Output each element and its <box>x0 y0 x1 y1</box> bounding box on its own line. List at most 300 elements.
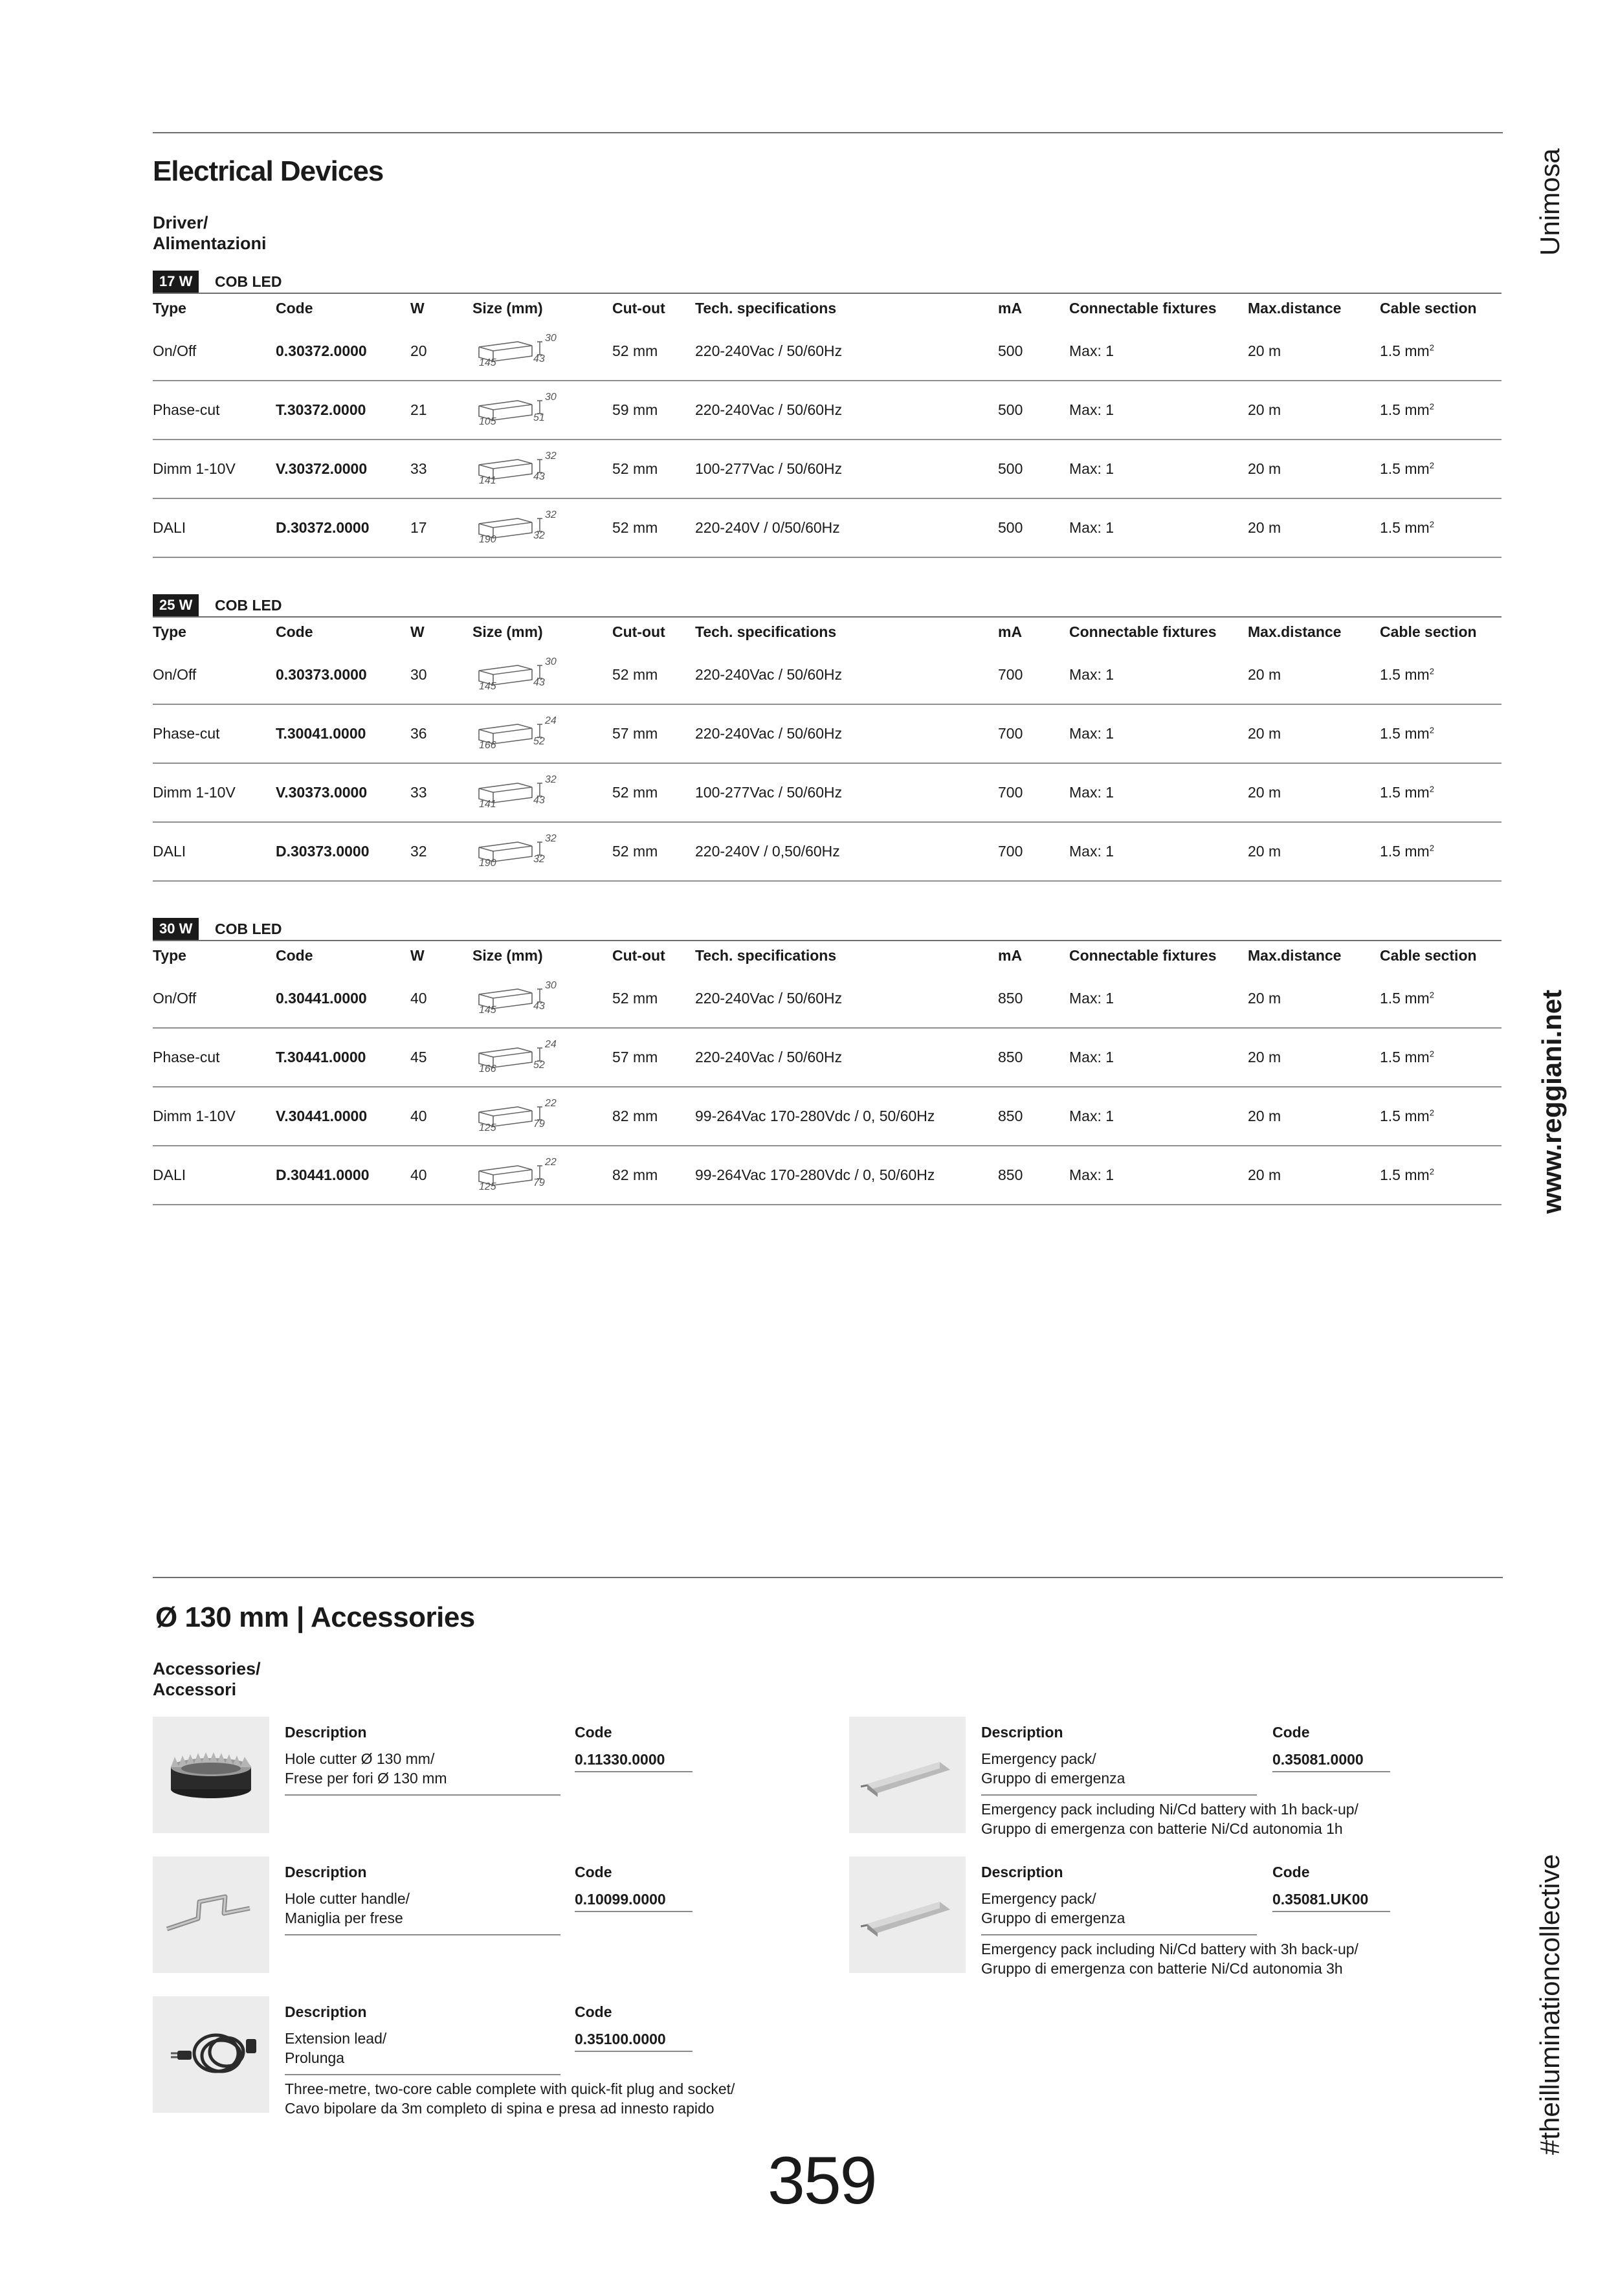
cable-value: 1.5 mm <box>1380 401 1430 418</box>
source-label: COB LED <box>215 920 282 937</box>
col-header-cutout: Cut-out <box>612 617 695 646</box>
accessories-subtitle-line1: Accessories/ <box>153 1659 261 1678</box>
table-row <box>153 440 1502 498</box>
cell-type: Phase-cut <box>153 704 276 763</box>
cell-cutout: 52 mm <box>612 440 695 498</box>
acc0-desc-underline <box>285 1794 560 1796</box>
cell-size <box>472 381 612 440</box>
cell-code: D.30372.0000 <box>276 498 410 557</box>
power-badge: 25 W <box>153 594 199 616</box>
cell-maxdist: 20 m <box>1248 970 1380 1028</box>
acc2-desc <box>285 2029 386 2068</box>
cell-fixtures: Max: 1 <box>1069 322 1248 381</box>
cell-tech: 220-240V / 0/50/60Hz <box>695 498 998 557</box>
cable-value: 1.5 mm <box>1380 1166 1430 1183</box>
col-header-tech: Tech. specifications <box>695 293 998 322</box>
acc0-desc-header: Description <box>285 1724 367 1741</box>
acc3-code-header: Code <box>1272 1724 1310 1741</box>
side-website[interactable]: www.reggiani.net <box>1536 989 1567 1214</box>
source-label: COB LED <box>215 273 282 290</box>
cell-tech: 99-264Vac 170-280Vdc / 0, 50/60Hz <box>695 1087 998 1146</box>
cell-size <box>472 763 612 822</box>
cable-value: 1.5 mm <box>1380 843 1430 860</box>
section-badge-row <box>153 918 1502 940</box>
cell-watt: 21 <box>410 381 472 440</box>
table-header-row <box>153 293 1502 322</box>
table-header-row <box>153 617 1502 646</box>
cell-maxdist: 20 m <box>1248 822 1380 881</box>
size-height: 30 <box>545 656 557 667</box>
cell-code: 0.30372.0000 <box>276 322 410 381</box>
size-length: 166 <box>479 739 496 751</box>
cell-tech: 220-240Vac / 50/60Hz <box>695 704 998 763</box>
cell-cutout: 82 mm <box>612 1087 695 1146</box>
cell-size <box>472 970 612 1028</box>
size-width: 43 <box>533 471 545 482</box>
driver-section-17w <box>153 271 1502 558</box>
size-height: 22 <box>545 1156 557 1168</box>
cable-unit-sup: 2 <box>1429 342 1434 353</box>
power-badge: 30 W <box>153 918 199 940</box>
cell-ma: 500 <box>998 322 1069 381</box>
cell-ma: 700 <box>998 704 1069 763</box>
acc2-desc-line2: Prolunga <box>285 2049 345 2066</box>
cell-code: T.30372.0000 <box>276 381 410 440</box>
acc3-note <box>981 1800 1358 1838</box>
size-length: 141 <box>479 474 496 486</box>
cell-size <box>472 498 612 557</box>
cell-fixtures: Max: 1 <box>1069 1087 1248 1146</box>
cell-watt: 20 <box>410 322 472 381</box>
cell-cable <box>1380 440 1502 498</box>
section-badge-row <box>153 594 1502 616</box>
size-length: 125 <box>479 1122 496 1133</box>
driver-subtitle-line2: Alimentazioni <box>153 234 267 253</box>
cell-ma: 850 <box>998 1146 1069 1205</box>
cell-watt: 40 <box>410 970 472 1028</box>
cell-size <box>472 646 612 704</box>
cell-watt: 40 <box>410 1087 472 1146</box>
cell-cutout: 52 mm <box>612 322 695 381</box>
hole-cutter-image <box>153 1717 269 1833</box>
col-header-cable: Cable section <box>1380 293 1502 322</box>
col-header-type: Type <box>153 293 276 322</box>
cell-cable <box>1380 498 1502 557</box>
cell-type: Phase-cut <box>153 1028 276 1087</box>
acc3-code-underline <box>1272 1771 1390 1772</box>
cell-maxdist: 20 m <box>1248 646 1380 704</box>
cell-cable <box>1380 763 1502 822</box>
acc4-desc-underline <box>981 1934 1257 1935</box>
size-length: 190 <box>479 857 496 869</box>
size-height: 32 <box>545 774 557 785</box>
page-number: 359 <box>768 2143 876 2218</box>
size-width: 43 <box>533 353 545 364</box>
size-width: 32 <box>533 853 545 865</box>
cable-unit-sup: 2 <box>1429 1108 1434 1118</box>
cell-type: On/Off <box>153 970 276 1028</box>
size-length: 141 <box>479 798 496 810</box>
col-header-tech: Tech. specifications <box>695 941 998 970</box>
table-header-row <box>153 941 1502 970</box>
cell-watt: 45 <box>410 1028 472 1087</box>
acc4-desc-line1: Emergency pack/ <box>981 1890 1096 1907</box>
cell-size <box>472 1028 612 1087</box>
cell-size <box>472 322 612 381</box>
cell-watt: 33 <box>410 763 472 822</box>
cable-unit-sup: 2 <box>1429 784 1434 794</box>
driver-table <box>153 616 1502 882</box>
cell-fixtures: Max: 1 <box>1069 1146 1248 1205</box>
cell-watt: 32 <box>410 822 472 881</box>
cell-type: DALI <box>153 822 276 881</box>
size-length: 145 <box>479 680 496 692</box>
size-width: 43 <box>533 676 545 688</box>
table-row <box>153 1028 1502 1087</box>
hole-cutter-handle-image <box>153 1856 269 1973</box>
driver-table <box>153 293 1502 558</box>
cell-watt: 40 <box>410 1146 472 1205</box>
col-header-fixtures: Connectable fixtures <box>1069 293 1248 322</box>
cell-code: D.30441.0000 <box>276 1146 410 1205</box>
table-row <box>153 322 1502 381</box>
cell-watt: 30 <box>410 646 472 704</box>
extension-lead-image <box>153 1996 269 2113</box>
col-header-fixtures: Connectable fixtures <box>1069 617 1248 646</box>
cable-unit-sup: 2 <box>1429 725 1434 735</box>
size-width: 79 <box>533 1177 545 1188</box>
acc3-desc-header: Description <box>981 1724 1063 1741</box>
col-header-cable: Cable section <box>1380 941 1502 970</box>
size-length: 145 <box>479 357 496 368</box>
acc1-code-header: Code <box>575 1864 612 1880</box>
size-height: 30 <box>545 332 557 344</box>
cell-ma: 850 <box>998 1028 1069 1087</box>
cell-cutout: 52 mm <box>612 498 695 557</box>
side-hashtag: #theilluminationcollective <box>1535 1854 1565 2155</box>
acc1-desc <box>285 1889 410 1928</box>
col-header-cutout: Cut-out <box>612 941 695 970</box>
top-rule <box>153 132 1503 133</box>
acc4-note-line1: Emergency pack including Ni/Cd battery with 3h back-up/ <box>981 1941 1358 1957</box>
acc0-desc-line1: Hole cutter Ø 130 mm/ <box>285 1750 435 1767</box>
size-diagram <box>472 652 570 698</box>
cable-value: 1.5 mm <box>1380 460 1430 477</box>
size-diagram <box>472 1153 570 1198</box>
cell-watt: 17 <box>410 498 472 557</box>
cell-fixtures: Max: 1 <box>1069 822 1248 881</box>
cell-ma: 700 <box>998 763 1069 822</box>
acc2-code-underline <box>575 2051 693 2052</box>
section-badge-row <box>153 271 1502 293</box>
emergency-pack-3h-image <box>849 1856 966 1973</box>
col-header-ma: mA <box>998 617 1069 646</box>
driver-section-25w <box>153 594 1502 882</box>
cell-type: DALI <box>153 1146 276 1205</box>
cell-tech: 220-240Vac / 50/60Hz <box>695 1028 998 1087</box>
table-row <box>153 763 1502 822</box>
size-diagram <box>472 1094 570 1139</box>
cell-cable <box>1380 970 1502 1028</box>
size-diagram <box>472 829 570 875</box>
cell-cable <box>1380 646 1502 704</box>
col-header-ma: mA <box>998 941 1069 970</box>
cable-value: 1.5 mm <box>1380 666 1430 683</box>
size-diagram <box>472 770 570 816</box>
cable-unit-sup: 2 <box>1429 666 1434 676</box>
acc2-desc-line1: Extension lead/ <box>285 2030 387 2047</box>
table-row <box>153 498 1502 557</box>
acc1-desc-line1: Hole cutter handle/ <box>285 1890 410 1907</box>
col-header-maxdist: Max.distance <box>1248 293 1380 322</box>
col-header-size: Size (mm) <box>472 293 612 322</box>
cell-cable <box>1380 381 1502 440</box>
col-header-w: W <box>410 617 472 646</box>
accessories-rule <box>153 1577 1503 1578</box>
cable-value: 1.5 mm <box>1380 784 1430 801</box>
acc0-code-header: Code <box>575 1724 612 1741</box>
cell-code: T.30441.0000 <box>276 1028 410 1087</box>
acc4-desc-header: Description <box>981 1864 1063 1880</box>
size-width: 32 <box>533 529 545 541</box>
accessories-title: Ø 130 mm | Accessories <box>155 1601 475 1633</box>
cell-maxdist: 20 m <box>1248 1087 1380 1146</box>
col-header-maxdist: Max.distance <box>1248 617 1380 646</box>
cell-cutout: 52 mm <box>612 646 695 704</box>
cell-code: D.30373.0000 <box>276 822 410 881</box>
acc4-code-underline <box>1272 1911 1390 1912</box>
size-height: 30 <box>545 979 557 991</box>
source-label: COB LED <box>215 597 282 614</box>
cell-fixtures: Max: 1 <box>1069 970 1248 1028</box>
driver-section-30w <box>153 918 1502 1205</box>
cell-maxdist: 20 m <box>1248 498 1380 557</box>
cell-code: V.30441.0000 <box>276 1087 410 1146</box>
table-row <box>153 1087 1502 1146</box>
cable-unit-sup: 2 <box>1429 990 1434 1000</box>
size-diagram <box>472 1035 570 1080</box>
size-width: 43 <box>533 1000 545 1012</box>
cable-unit-sup: 2 <box>1429 460 1434 471</box>
size-height: 32 <box>545 450 557 462</box>
size-diagram <box>472 976 570 1021</box>
cell-cutout: 82 mm <box>612 1146 695 1205</box>
cell-fixtures: Max: 1 <box>1069 763 1248 822</box>
size-height: 32 <box>545 832 557 844</box>
cell-tech: 220-240Vac / 50/60Hz <box>695 381 998 440</box>
cell-maxdist: 20 m <box>1248 1146 1380 1205</box>
col-header-w: W <box>410 941 472 970</box>
cell-ma: 500 <box>998 440 1069 498</box>
cable-unit-sup: 2 <box>1429 519 1434 529</box>
acc2-note-line2: Cavo bipolare da 3m completo di spina e presa ad innesto rapido <box>285 2100 715 2117</box>
size-length: 105 <box>479 416 496 427</box>
size-diagram <box>472 329 570 374</box>
acc2-code: 0.35100.0000 <box>575 2031 666 2047</box>
size-width: 51 <box>533 412 545 423</box>
cable-value: 1.5 mm <box>1380 1049 1430 1065</box>
cell-tech: 99-264Vac 170-280Vdc / 0, 50/60Hz <box>695 1146 998 1205</box>
acc4-code-header: Code <box>1272 1864 1310 1880</box>
size-diagram <box>472 711 570 757</box>
acc1-code: 0.10099.0000 <box>575 1891 666 1908</box>
cell-cutout: 52 mm <box>612 822 695 881</box>
cell-maxdist: 20 m <box>1248 1028 1380 1087</box>
acc3-desc-underline <box>981 1794 1257 1796</box>
acc1-desc-line2: Maniglia per frese <box>285 1910 403 1926</box>
cell-size <box>472 1146 612 1205</box>
cell-fixtures: Max: 1 <box>1069 704 1248 763</box>
cell-size <box>472 1087 612 1146</box>
page-title: Electrical Devices <box>153 155 384 187</box>
cell-size <box>472 704 612 763</box>
cell-code: V.30372.0000 <box>276 440 410 498</box>
col-header-fixtures: Connectable fixtures <box>1069 941 1248 970</box>
cell-tech: 100-277Vac / 50/60Hz <box>695 440 998 498</box>
acc1-code-underline <box>575 1911 693 1912</box>
driver-table <box>153 940 1502 1205</box>
cell-maxdist: 20 m <box>1248 440 1380 498</box>
cell-tech: 100-277Vac / 50/60Hz <box>695 763 998 822</box>
cell-tech: 220-240Vac / 50/60Hz <box>695 646 998 704</box>
acc1-desc-header: Description <box>285 1864 367 1880</box>
acc4-code: 0.35081.UK00 <box>1272 1891 1369 1908</box>
table-row <box>153 970 1502 1028</box>
cable-unit-sup: 2 <box>1429 1166 1434 1177</box>
cell-size <box>472 822 612 881</box>
size-width: 52 <box>533 1059 545 1071</box>
size-height: 32 <box>545 509 557 520</box>
accessories-subtitle <box>153 1658 261 1700</box>
size-height: 30 <box>545 391 557 403</box>
cell-tech: 220-240Vac / 50/60Hz <box>695 970 998 1028</box>
col-header-w: W <box>410 293 472 322</box>
cable-value: 1.5 mm <box>1380 519 1430 536</box>
size-diagram <box>472 388 570 433</box>
cell-watt: 33 <box>410 440 472 498</box>
acc2-desc-underline <box>285 2074 560 2075</box>
cell-code: V.30373.0000 <box>276 763 410 822</box>
cell-ma: 700 <box>998 822 1069 881</box>
cell-cutout: 52 mm <box>612 970 695 1028</box>
cell-fixtures: Max: 1 <box>1069 646 1248 704</box>
cell-ma: 850 <box>998 1087 1069 1146</box>
col-header-type: Type <box>153 941 276 970</box>
table-row <box>153 704 1502 763</box>
cell-type: Dimm 1-10V <box>153 763 276 822</box>
cell-cable <box>1380 322 1502 381</box>
cell-watt: 36 <box>410 704 472 763</box>
table-row <box>153 822 1502 881</box>
cell-fixtures: Max: 1 <box>1069 498 1248 557</box>
acc3-note-line2: Gruppo di emergenza con batterie Ni/Cd autonomia 1h <box>981 1820 1343 1837</box>
acc0-code-underline <box>575 1771 693 1772</box>
cell-tech: 220-240V / 0,50/60Hz <box>695 822 998 881</box>
acc2-code-header: Code <box>575 2003 612 2020</box>
cell-maxdist: 20 m <box>1248 322 1380 381</box>
size-length: 125 <box>479 1181 496 1192</box>
cell-code: T.30041.0000 <box>276 704 410 763</box>
cell-type: On/Off <box>153 322 276 381</box>
accessories-subtitle-line2: Accessori <box>153 1680 237 1699</box>
cell-tech: 220-240Vac / 50/60Hz <box>695 322 998 381</box>
col-header-size: Size (mm) <box>472 617 612 646</box>
cell-type: Phase-cut <box>153 381 276 440</box>
cell-code: 0.30373.0000 <box>276 646 410 704</box>
cable-unit-sup: 2 <box>1429 843 1434 853</box>
size-height: 22 <box>545 1097 557 1109</box>
cell-fixtures: Max: 1 <box>1069 440 1248 498</box>
cable-value: 1.5 mm <box>1380 725 1430 742</box>
col-header-cutout: Cut-out <box>612 293 695 322</box>
cell-cutout: 59 mm <box>612 381 695 440</box>
cell-cable <box>1380 704 1502 763</box>
acc3-desc <box>981 1749 1125 1788</box>
cell-fixtures: Max: 1 <box>1069 381 1248 440</box>
size-width: 43 <box>533 794 545 806</box>
col-header-ma: mA <box>998 293 1069 322</box>
cell-size <box>472 440 612 498</box>
acc3-code: 0.35081.0000 <box>1272 1751 1364 1768</box>
cell-cable <box>1380 1028 1502 1087</box>
cell-type: DALI <box>153 498 276 557</box>
cable-value: 1.5 mm <box>1380 990 1430 1007</box>
cell-cutout: 52 mm <box>612 763 695 822</box>
acc2-note <box>285 2079 735 2118</box>
acc0-code: 0.11330.0000 <box>575 1751 665 1768</box>
acc2-note-line1: Three-metre, two-core cable complete with quick-fit plug and socket/ <box>285 2080 735 2097</box>
power-badge: 17 W <box>153 271 199 293</box>
cable-value: 1.5 mm <box>1380 1108 1430 1124</box>
size-height: 24 <box>545 1038 557 1050</box>
cell-ma: 500 <box>998 498 1069 557</box>
cell-cable <box>1380 822 1502 881</box>
size-width: 52 <box>533 735 545 747</box>
driver-subtitle-line1: Driver/ <box>153 213 208 232</box>
size-height: 24 <box>545 715 557 726</box>
acc3-desc-line1: Emergency pack/ <box>981 1750 1096 1767</box>
cell-type: Dimm 1-10V <box>153 440 276 498</box>
acc3-note-line1: Emergency pack including Ni/Cd battery with 1h back-up/ <box>981 1801 1358 1818</box>
cell-cutout: 57 mm <box>612 1028 695 1087</box>
cell-fixtures: Max: 1 <box>1069 1028 1248 1087</box>
cell-cutout: 57 mm <box>612 704 695 763</box>
size-width: 79 <box>533 1118 545 1130</box>
col-header-code: Code <box>276 293 410 322</box>
size-length: 145 <box>479 1004 496 1016</box>
cell-ma: 850 <box>998 970 1069 1028</box>
acc4-desc-line2: Gruppo di emergenza <box>981 1910 1125 1926</box>
cell-maxdist: 20 m <box>1248 763 1380 822</box>
cell-code: 0.30441.0000 <box>276 970 410 1028</box>
size-length: 166 <box>479 1063 496 1075</box>
cable-value: 1.5 mm <box>1380 342 1430 359</box>
col-header-code: Code <box>276 941 410 970</box>
acc0-desc-line2: Frese per fori Ø 130 mm <box>285 1770 447 1787</box>
cell-cable <box>1380 1146 1502 1205</box>
cell-ma: 700 <box>998 646 1069 704</box>
side-product-name: Unimosa <box>1535 148 1565 256</box>
size-diagram <box>472 447 570 492</box>
cell-type: Dimm 1-10V <box>153 1087 276 1146</box>
col-header-tech: Tech. specifications <box>695 617 998 646</box>
emergency-pack-1h-image <box>849 1717 966 1833</box>
driver-subtitle <box>153 212 267 254</box>
cell-maxdist: 20 m <box>1248 704 1380 763</box>
acc4-note-line2: Gruppo di emergenza con batterie Ni/Cd autonomia 3h <box>981 1960 1343 1977</box>
col-header-code: Code <box>276 617 410 646</box>
col-header-type: Type <box>153 617 276 646</box>
